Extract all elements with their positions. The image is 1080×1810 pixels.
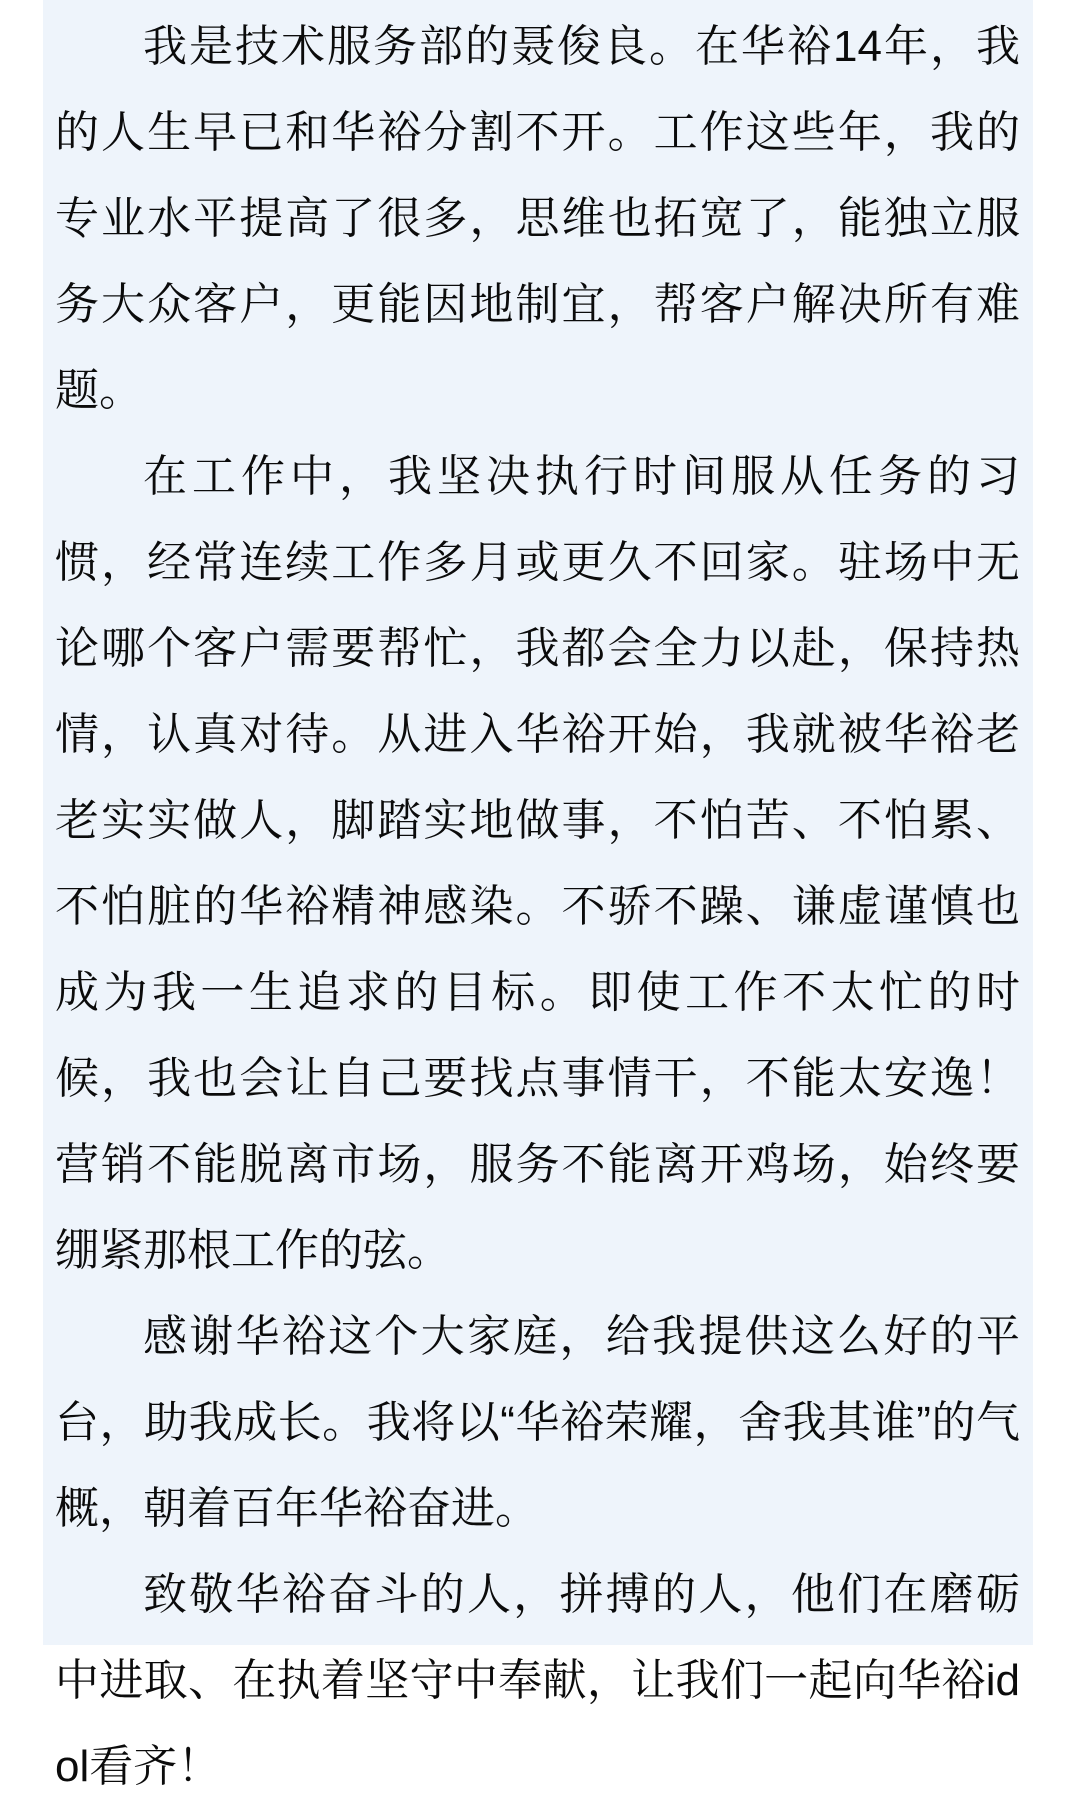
article-paragraph-tribute: 致敬华裕奋斗的人，拼搏的人，他们在磨砺中进取、在执着坚守中奉献，让我们一起向华裕idol看齐！ <box>55 1570 1020 1791</box>
article-paragraph-work-ethic: 在工作中，我坚决执行时间服从任务的习惯，经常连续工作多月或更久不回家。驻场中无论哪个客户需要帮忙，我都会全力以赴，保持热情，认真对待。从进入华裕开始，我就被华裕老老实实做人，脚踏实地做事，不怕苦、不怕累、不怕脏的华裕精神感染。不骄不躁、谦虚谨慎也成为我一生追求的目标。即使工作不太忙的时候，我也会让自己要找点事情干，不能太安逸！营销不能脱离市场，服务不能离开鸡场，始终要绷紧那根工作的弦。 <box>55 452 1020 1275</box>
article-content-panel <box>43 0 1033 1791</box>
article-paragraph-gratitude: 感谢华裕这个大家庭，给我提供这么好的平台，助我成长。我将以“华裕荣耀，舍我其谁”的气概，朝着百年华裕奋进。 <box>55 1312 1020 1533</box>
article-paragraph-intro: 我是技术服务部的聂俊良。在华裕14年，我的人生早已和华裕分割不开。工作这些年，我的专业水平提高了很多，思维也拓宽了，能独立服务大众客户，更能因地制宜，帮客户解决所有难题。 <box>55 22 1020 415</box>
article-body <box>55 4 1020 1810</box>
